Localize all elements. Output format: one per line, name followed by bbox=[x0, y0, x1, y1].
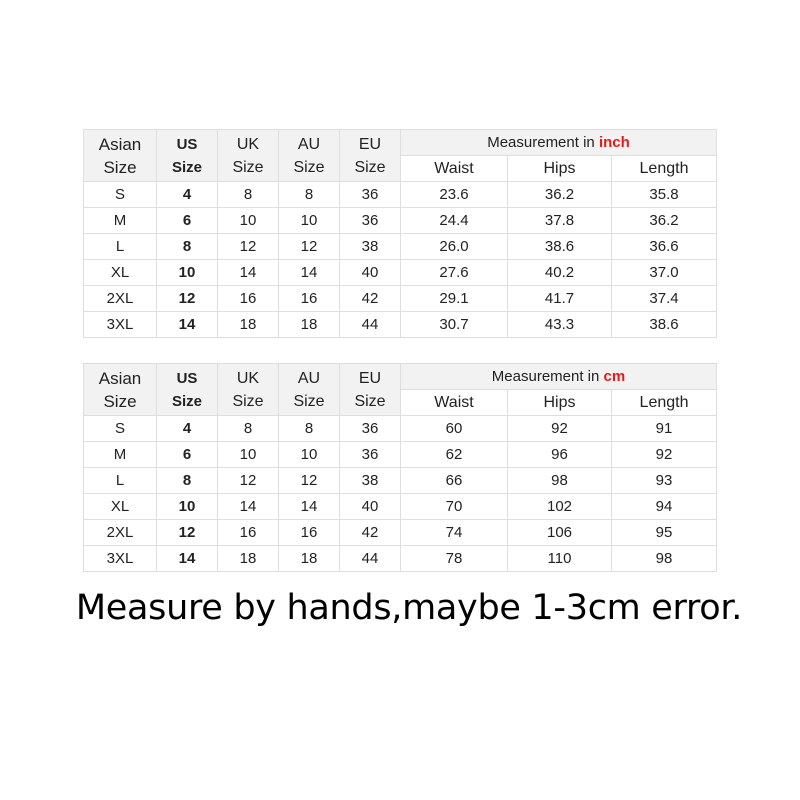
size-chart-cm bbox=[83, 363, 717, 572]
cell-us: 12 bbox=[157, 286, 218, 312]
header-asian-size: Asian Size bbox=[84, 364, 157, 416]
table-row bbox=[84, 312, 717, 338]
table-row bbox=[84, 468, 717, 494]
header-measurement: Measurement in cm bbox=[401, 364, 717, 390]
table-row bbox=[84, 182, 717, 208]
cell-uk: 14 bbox=[218, 260, 279, 286]
header-hips: Hips bbox=[508, 390, 612, 416]
cell-asian: XL bbox=[84, 260, 157, 286]
cell-waist: 24.4 bbox=[401, 208, 508, 234]
cell-waist: 74 bbox=[401, 520, 508, 546]
cell-au: 14 bbox=[279, 260, 340, 286]
table-row bbox=[84, 208, 717, 234]
cell-us: 8 bbox=[157, 234, 218, 260]
cell-eu: 36 bbox=[340, 416, 401, 442]
header-length: Length bbox=[612, 156, 717, 182]
cell-uk: 12 bbox=[218, 234, 279, 260]
cell-us: 10 bbox=[157, 494, 218, 520]
cell-au: 8 bbox=[279, 416, 340, 442]
cell-waist: 66 bbox=[401, 468, 508, 494]
cell-waist: 23.6 bbox=[401, 182, 508, 208]
cell-hips: 38.6 bbox=[508, 234, 612, 260]
cell-us: 4 bbox=[157, 182, 218, 208]
cell-asian: S bbox=[84, 416, 157, 442]
cell-hips: 92 bbox=[508, 416, 612, 442]
cell-us: 4 bbox=[157, 416, 218, 442]
header-uk-size: UK Size bbox=[218, 130, 279, 182]
cell-uk: 10 bbox=[218, 208, 279, 234]
cell-hips: 36.2 bbox=[508, 182, 612, 208]
cell-waist: 70 bbox=[401, 494, 508, 520]
cell-waist: 30.7 bbox=[401, 312, 508, 338]
cell-hips: 110 bbox=[508, 546, 612, 572]
header-au-size: AU Size bbox=[279, 364, 340, 416]
table-body bbox=[84, 182, 717, 338]
cell-au: 12 bbox=[279, 468, 340, 494]
cell-us: 8 bbox=[157, 468, 218, 494]
cell-uk: 18 bbox=[218, 312, 279, 338]
cell-hips: 102 bbox=[508, 494, 612, 520]
cell-eu: 38 bbox=[340, 234, 401, 260]
cell-waist: 62 bbox=[401, 442, 508, 468]
header-asian-size: Asian Size bbox=[84, 130, 157, 182]
cell-asian: L bbox=[84, 468, 157, 494]
header-waist: Waist bbox=[401, 156, 508, 182]
table-row bbox=[84, 286, 717, 312]
cell-waist: 29.1 bbox=[401, 286, 508, 312]
cell-us: 10 bbox=[157, 260, 218, 286]
header-uk-size: UK Size bbox=[218, 364, 279, 416]
cell-au: 18 bbox=[279, 312, 340, 338]
cell-uk: 14 bbox=[218, 494, 279, 520]
cell-asian: M bbox=[84, 442, 157, 468]
header-eu-size: EU Size bbox=[340, 364, 401, 416]
cell-au: 14 bbox=[279, 494, 340, 520]
table-row bbox=[84, 234, 717, 260]
cell-asian: 3XL bbox=[84, 546, 157, 572]
measurement-note: Measure by hands,maybe 1-3cm error. bbox=[75, 588, 743, 628]
cell-au: 16 bbox=[279, 520, 340, 546]
cell-length: 93 bbox=[612, 468, 717, 494]
cell-au: 10 bbox=[279, 442, 340, 468]
cell-uk: 10 bbox=[218, 442, 279, 468]
cell-us: 6 bbox=[157, 208, 218, 234]
header-eu-size: EU Size bbox=[340, 130, 401, 182]
cell-length: 36.6 bbox=[612, 234, 717, 260]
cell-hips: 96 bbox=[508, 442, 612, 468]
cell-length: 36.2 bbox=[612, 208, 717, 234]
cell-eu: 40 bbox=[340, 494, 401, 520]
cell-eu: 42 bbox=[340, 286, 401, 312]
table-row bbox=[84, 520, 717, 546]
cell-us: 12 bbox=[157, 520, 218, 546]
header-waist: Waist bbox=[401, 390, 508, 416]
cell-asian: M bbox=[84, 208, 157, 234]
header-us-size: US Size bbox=[157, 130, 218, 182]
cell-waist: 27.6 bbox=[401, 260, 508, 286]
cell-asian: 2XL bbox=[84, 286, 157, 312]
cell-eu: 42 bbox=[340, 520, 401, 546]
cell-length: 35.8 bbox=[612, 182, 717, 208]
cell-length: 38.6 bbox=[612, 312, 717, 338]
cell-asian: L bbox=[84, 234, 157, 260]
unit-label: inch bbox=[598, 134, 630, 151]
header-length: Length bbox=[612, 390, 717, 416]
cell-uk: 8 bbox=[218, 182, 279, 208]
cell-uk: 12 bbox=[218, 468, 279, 494]
cell-hips: 40.2 bbox=[508, 260, 612, 286]
table-row bbox=[84, 546, 717, 572]
cell-eu: 40 bbox=[340, 260, 401, 286]
cell-asian: XL bbox=[84, 494, 157, 520]
cell-uk: 18 bbox=[218, 546, 279, 572]
cell-au: 10 bbox=[279, 208, 340, 234]
header-au-size: AU Size bbox=[279, 130, 340, 182]
table-row bbox=[84, 260, 717, 286]
cell-au: 16 bbox=[279, 286, 340, 312]
table-row bbox=[84, 494, 717, 520]
cell-uk: 16 bbox=[218, 520, 279, 546]
cell-asian: 2XL bbox=[84, 520, 157, 546]
cell-hips: 41.7 bbox=[508, 286, 612, 312]
cell-eu: 44 bbox=[340, 546, 401, 572]
cell-asian: S bbox=[84, 182, 157, 208]
cell-us: 14 bbox=[157, 546, 218, 572]
cell-length: 37.0 bbox=[612, 260, 717, 286]
cell-length: 37.4 bbox=[612, 286, 717, 312]
cell-eu: 36 bbox=[340, 182, 401, 208]
header-us-size: US Size bbox=[157, 364, 218, 416]
cell-uk: 16 bbox=[218, 286, 279, 312]
cell-waist: 26.0 bbox=[401, 234, 508, 260]
cell-uk: 8 bbox=[218, 416, 279, 442]
cell-eu: 38 bbox=[340, 468, 401, 494]
cell-au: 12 bbox=[279, 234, 340, 260]
cell-length: 98 bbox=[612, 546, 717, 572]
cell-hips: 98 bbox=[508, 468, 612, 494]
table-row bbox=[84, 416, 717, 442]
cell-us: 14 bbox=[157, 312, 218, 338]
table-row bbox=[84, 442, 717, 468]
cell-au: 18 bbox=[279, 546, 340, 572]
cell-length: 94 bbox=[612, 494, 717, 520]
cell-asian: 3XL bbox=[84, 312, 157, 338]
unit-label: cm bbox=[603, 368, 626, 385]
cell-au: 8 bbox=[279, 182, 340, 208]
header-measurement: Measurement in inch bbox=[401, 130, 717, 156]
cell-eu: 36 bbox=[340, 442, 401, 468]
table-body bbox=[84, 416, 717, 572]
header-hips: Hips bbox=[508, 156, 612, 182]
cell-hips: 37.8 bbox=[508, 208, 612, 234]
size-chart-inch bbox=[83, 129, 717, 338]
cell-eu: 36 bbox=[340, 208, 401, 234]
cell-length: 95 bbox=[612, 520, 717, 546]
cell-eu: 44 bbox=[340, 312, 401, 338]
cell-waist: 60 bbox=[401, 416, 508, 442]
cell-hips: 43.3 bbox=[508, 312, 612, 338]
cell-length: 92 bbox=[612, 442, 717, 468]
cell-length: 91 bbox=[612, 416, 717, 442]
cell-us: 6 bbox=[157, 442, 218, 468]
cell-hips: 106 bbox=[508, 520, 612, 546]
cell-waist: 78 bbox=[401, 546, 508, 572]
